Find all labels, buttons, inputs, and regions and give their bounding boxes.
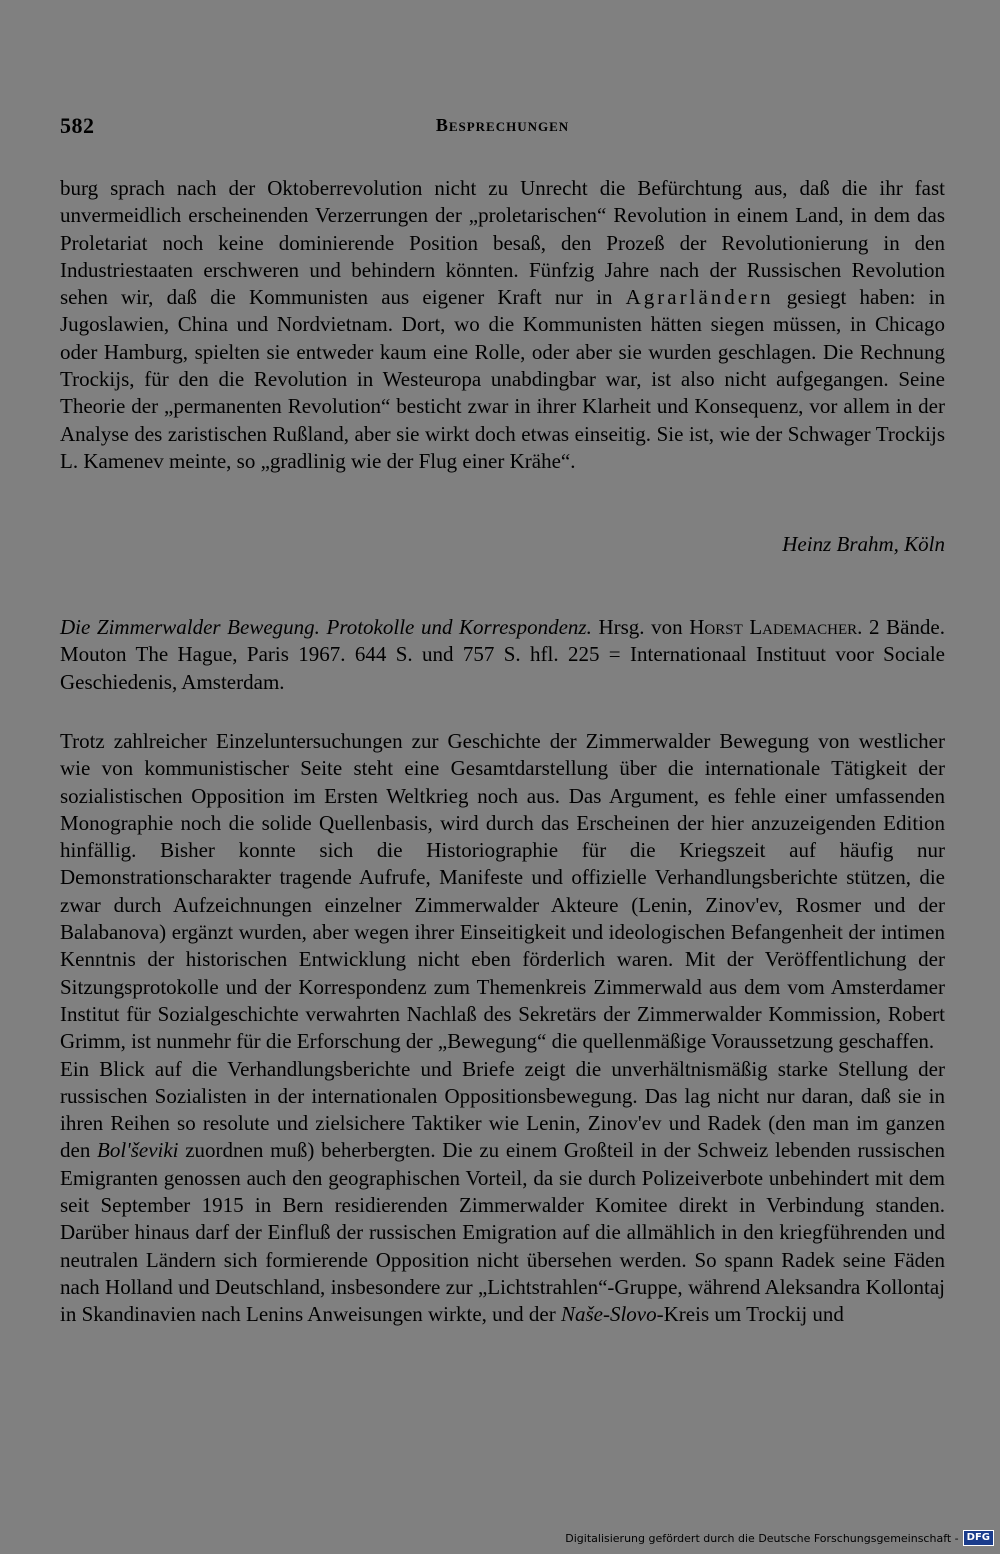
dfg-logo: DFG	[963, 1530, 994, 1546]
editor-name: Horst Lademacher	[689, 615, 858, 639]
footer-text: Digitalisierung gefördert durch die Deutsche Forschungsgemeinschaft -	[565, 1531, 959, 1545]
review-continuation	[60, 175, 945, 475]
reviewer-signature: Heinz Brahm, Köln	[782, 532, 945, 556]
digitization-footer	[565, 1530, 994, 1546]
italic-term: Naše-Slovo	[560, 1302, 657, 1327]
page-number: 582	[60, 113, 95, 138]
book-page	[60, 0, 945, 1554]
paragraph: burg sprach nach der Oktoberrevolution nicht zu Unrecht die Befürchtung aus, daß die ihr fast unvermeidlich erscheinenden Verzerrungen der „proletarischen“ Revolution in einem Land, in dem das Proletariat noch keine dominierende Position besaß, den Prozeß der Revolutionierung in den Industriestaaten erschweren und behindern könnten. Fünfzig Jahre nach der Russischen Revolution sehen wir, daß die Kommunisten aus eigener Kraft nur in Agrarländern gesiegt haben: in Jugoslawien, China und Nordvietnam. Dort, wo die Kommunisten hätten siegen müssen, in Chicago oder Hamburg, spielten sie entweder kaum eine Rolle, oder aber sie wurden geschlagen. Die Rechnung Trockijs, für den die Revolution in Westeuropa unabdingbar war, ist also nicht aufgegangen. Seine Theorie der „permanenten Revolution“ besticht zwar in ihrer Klarheit und Konsequenz, vor allem in der Analyse des zaristischen Rußland, aber sie wirkt doch etwas einseitig. Sie ist, wie der Schwager Trockijs L. Kamenev meinte, so „gradlinig wie der Flug einer Krähe“.	[60, 176, 945, 473]
italic-term: Bol'ševiki	[97, 1138, 179, 1163]
bibliographic-entry: Die Zimmerwalder Bewegung. Protokolle und Korrespondenz. Hrsg. von Horst Lademacher. 2 Bände. Mouton The Hague, Paris 1967. 644 S. und 757 S. hfl. 225 = Internationaal Instituut voor Sociale Geschiedenis, Amsterdam.	[60, 615, 945, 694]
book-title: Die Zimmerwalder Bewegung. Protokolle und Korrespondenz.	[60, 615, 592, 639]
emphasized-word: Agrarländern	[625, 285, 774, 310]
publication-details: . 2 Bände. Mouton The Hague, Paris 1967. 644 S. und 757 S. hfl. 225 = Internationaal Instituut voor Sociale Geschiedenis, Amsterdam.	[60, 615, 945, 694]
paragraph: Trotz zahlreicher Einzeluntersuchungen zur Geschichte der Zimmerwalder Bewegung von westlicher wie von kommunistischer Seite steht eine Gesamtdarstellung über die internationale Tätigkeit der sozialistischen Opposition im Ersten Weltkrieg noch aus. Das Argument, es fehle einer umfassenden Monographie noch die solide Quellenbasis, wird durch das Erscheinen der hier anzuzeigenden Edition hinfällig. Bisher konnte sich die Historiographie für die Kriegszeit auf häufig nur Demonstrationscharakter tragende Aufrufe, Manifeste und offizielle Verhandlungsberichte stützen, die zwar durch Aufzeichnungen einzelner Zimmerwalder Akteure (Lenin, Zinov'ev, Rosmer und der Balabanova) ergänzt wurden, aber wegen ihrer Einseitigkeit und ideologischen Befangenheit der intimen Kenntnis der historischen Entwicklung nicht eben förderlich waren. Mit der Veröffentlichung der Sitzungsprotokolle und der Korrespondenz zum Themenkreis Zimmerwald aus dem vom Amsterdamer Institut für Sozialgeschichte verwahrten Nachlaß des Sekretärs der Zimmerwalder Kommission, Robert Grimm, ist nunmehr für die Erforschung der „Bewegung“ die quellenmäßige Voraussetzung geschaffen.	[60, 729, 945, 1054]
running-head: Besprechungen	[435, 115, 570, 135]
review-body	[60, 728, 945, 1329]
paragraph: Ein Blick auf die Verhandlungsberichte und Briefe zeigt die unverhältnismäßig starke Stellung der russischen Sozialisten in der internationalen Oppositionsbewegung. Das lag nicht nur daran, daß sie in ihren Reihen so resolute und zielsichere Taktiker wie Lenin, Zinov'ev und Radek (den man im ganzen den Bol'ševiki zuordnen muß) beherbergten. Die zu einem Großteil in der Schweiz lebenden russischen Emigranten genossen auch den geographischen Vorteil, da sie durch Polizeiverbote unbehindert mit dem seit September 1915 in Bern residierenden Zimmerwalder Komitee direkt in Verbindung standen. Darüber hinaus darf der Einfluß der russischen Emigration auf die allmählich in den kriegführenden und neutralen Ländern sich formierende Opposition nicht übersehen werden. So spann Radek seine Fäden nach Holland und Deutschland, insbesondere zur „Lichtstrahlen“-Gruppe, während Aleksandra Kollontaj in Skandinavien nach Lenins Anweisungen wirkte, und der Naše-Slovo-Kreis um Trockij und	[60, 1056, 945, 1327]
page-header	[60, 113, 945, 143]
